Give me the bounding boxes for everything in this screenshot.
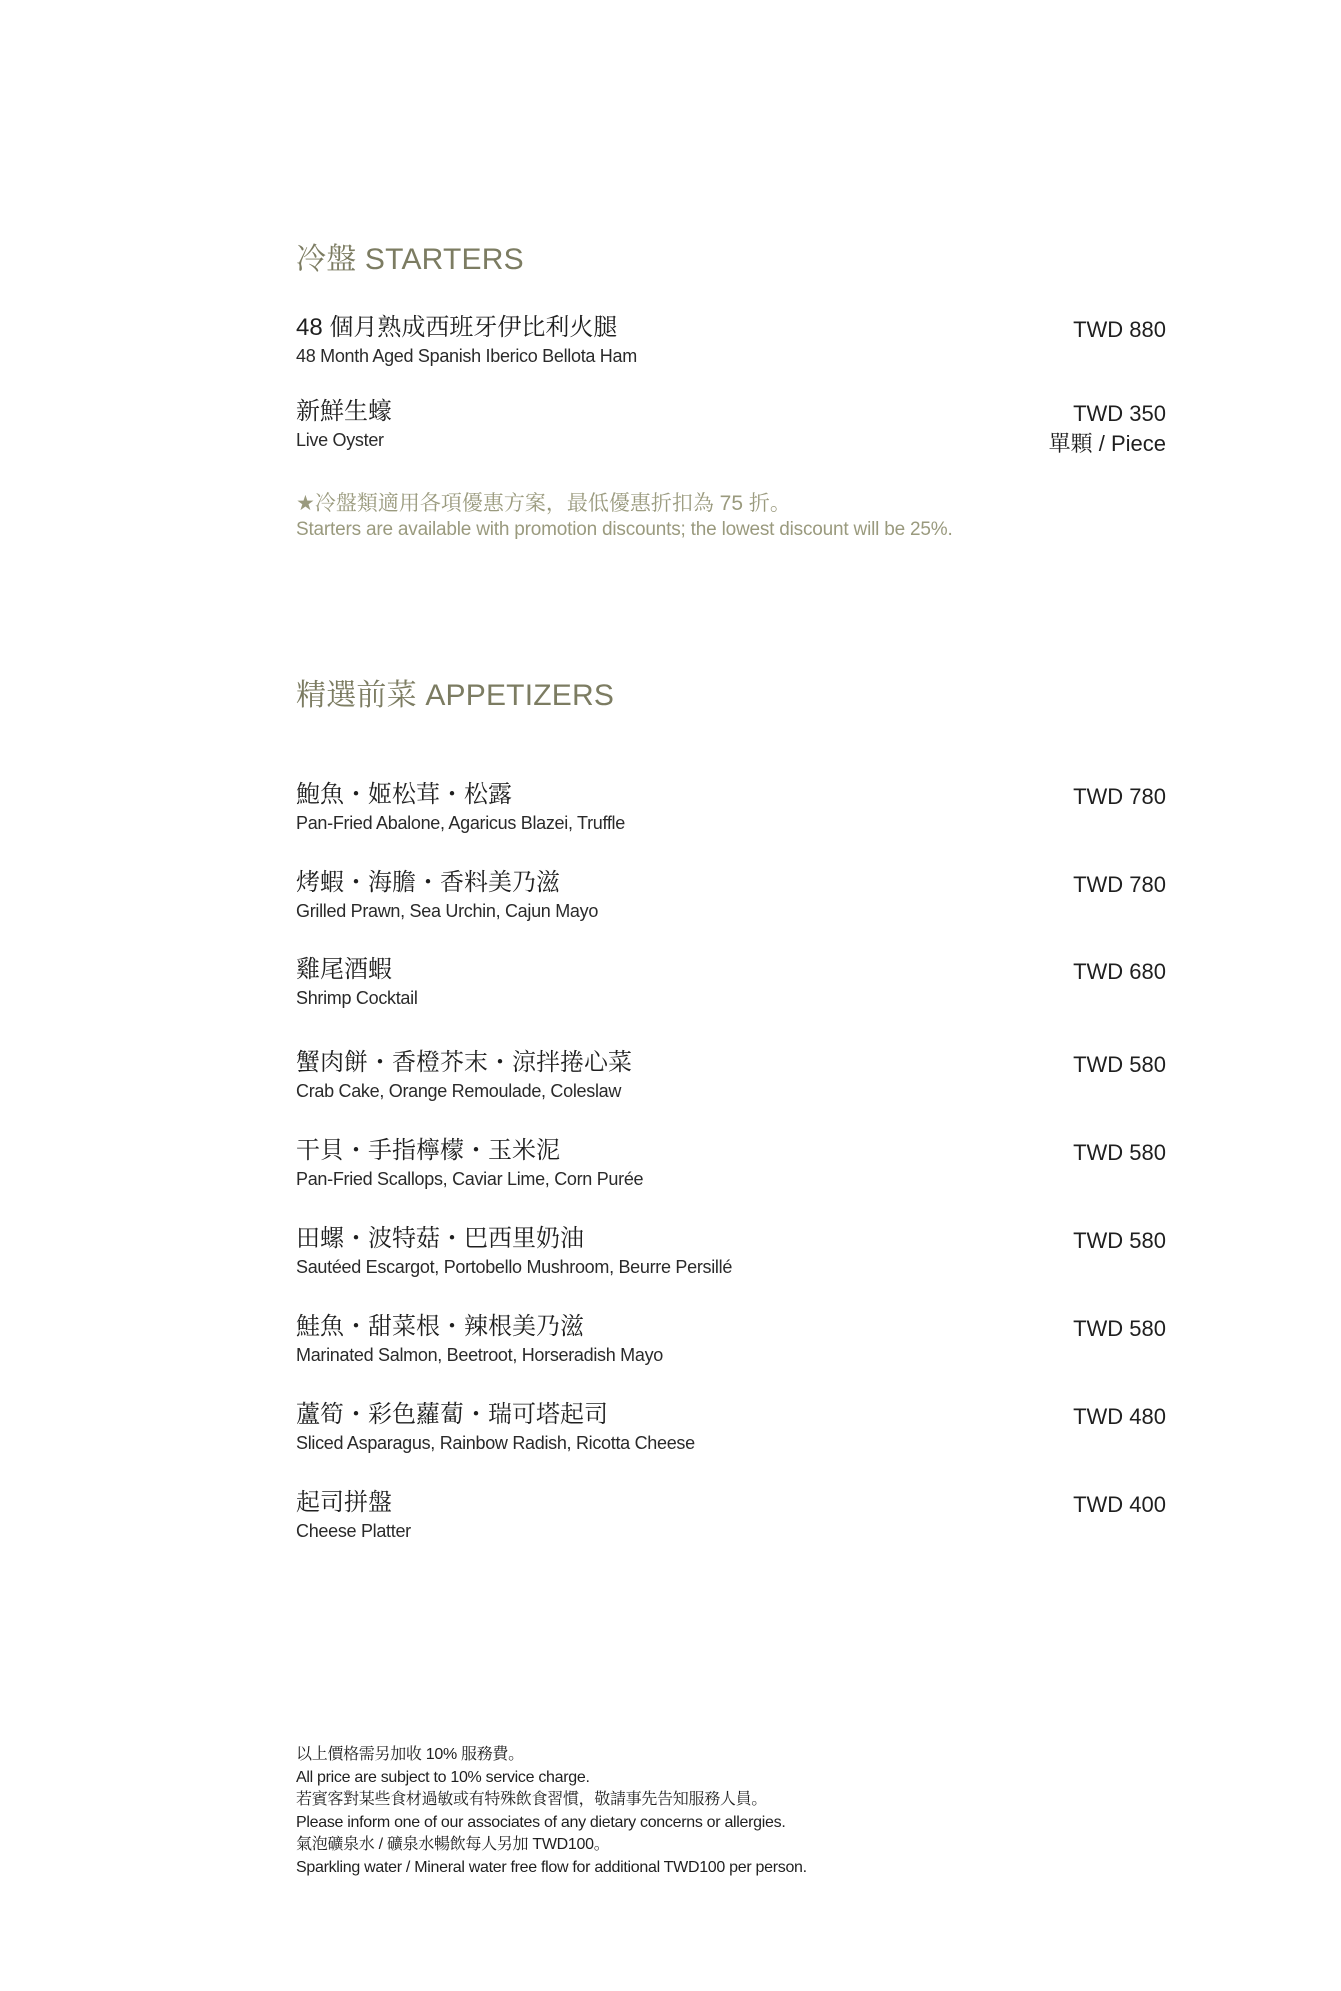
item-price: TWD 580 bbox=[1073, 1316, 1166, 1341]
item-name-zh: 田螺・波特菇・巴西里奶油 bbox=[296, 1225, 584, 1252]
discount-note-zh: ★冷盤類適用各項優惠方案，最低優惠折扣為 75 折。 bbox=[296, 492, 791, 515]
item-name-zh: 鮑魚・姬松茸・松露 bbox=[296, 781, 512, 808]
menu-item-abalone bbox=[296, 780, 1166, 834]
service-charge-zh: 以上價格需另加收 10% 服務費。 bbox=[296, 1746, 524, 1763]
menu-footer-notes bbox=[296, 1744, 807, 1880]
appetizers-title: 精選前菜 APPETIZERS bbox=[296, 679, 615, 712]
item-name-zh: 雞尾酒蝦 bbox=[296, 956, 392, 983]
item-price: TWD 480 bbox=[1073, 1404, 1166, 1429]
item-name-en: Sautéed Escargot, Portobello Mushroom, Beurre Persillé bbox=[296, 1257, 733, 1277]
menu-item-shrimp-cocktail bbox=[296, 955, 1166, 1009]
menu-item-crab-cake bbox=[296, 1048, 1166, 1102]
item-price: TWD 580 bbox=[1073, 1052, 1166, 1077]
item-name-en: 48 Month Aged Spanish Iberico Bellota Ham bbox=[296, 346, 637, 366]
item-name-en: Sliced Asparagus, Rainbow Radish, Ricotta Cheese bbox=[296, 1433, 695, 1453]
item-name-en: Cheese Platter bbox=[296, 1521, 411, 1541]
menu-item-salmon bbox=[296, 1312, 1166, 1366]
menu-item-scallops bbox=[296, 1136, 1166, 1190]
item-price: TWD 350 bbox=[1073, 401, 1166, 426]
item-price: TWD 780 bbox=[1073, 872, 1166, 897]
allergy-notice-zh: 若賓客對某些食材過敏或有特殊飲食習慣，敬請事先告知服務人員。 bbox=[296, 1791, 768, 1809]
item-name-zh: 新鮮生蠔 bbox=[296, 398, 392, 425]
item-name-en: Pan-Fried Scallops, Caviar Lime, Corn Purée bbox=[296, 1169, 644, 1189]
item-name-en: Grilled Prawn, Sea Urchin, Cajun Mayo bbox=[296, 901, 599, 921]
menu-item-live-oyster bbox=[296, 397, 1166, 456]
menu-item-escargot bbox=[296, 1224, 1166, 1278]
water-free-flow-en: Sparkling water / Mineral water free flow for additional TWD100 per person. bbox=[296, 1858, 807, 1876]
item-name-zh: 48 個月熟成西班牙伊比利火腿 bbox=[296, 314, 618, 341]
item-name-en: Shrimp Cocktail bbox=[296, 988, 418, 1008]
item-name-zh: 蟹肉餅・香橙芥末・涼拌捲心菜 bbox=[296, 1049, 632, 1076]
item-name-zh: 烤蝦・海膽・香料美乃滋 bbox=[296, 869, 560, 896]
item-name-en: Marinated Salmon, Beetroot, Horseradish Mayo bbox=[296, 1345, 663, 1365]
discount-note-en: Starters are available with promotion discounts; the lowest discount will be 25%. bbox=[296, 519, 953, 540]
item-name-zh: 鮭魚・甜菜根・辣根美乃滋 bbox=[296, 1313, 584, 1340]
item-name-zh: 蘆筍・彩色蘿蔔・瑞可塔起司 bbox=[296, 1401, 608, 1428]
item-name-en: Crab Cake, Orange Remoulade, Coleslaw bbox=[296, 1081, 622, 1101]
menu-item-grilled-prawn bbox=[296, 868, 1166, 922]
menu-item-cheese-platter bbox=[296, 1488, 1166, 1542]
item-price: TWD 880 bbox=[1073, 317, 1166, 342]
item-name-en: Pan-Fried Abalone, Agaricus Blazei, Truffle bbox=[296, 813, 625, 833]
starters-discount-note bbox=[296, 490, 953, 542]
item-price: TWD 780 bbox=[1073, 784, 1166, 809]
menu-item-iberico-ham bbox=[296, 313, 1166, 367]
allergy-notice-en: Please inform one of our associates of any dietary concerns or allergies. bbox=[296, 1813, 786, 1831]
item-price: TWD 580 bbox=[1073, 1140, 1166, 1165]
item-price: TWD 580 bbox=[1073, 1228, 1166, 1253]
item-name-zh: 起司拼盤 bbox=[296, 1489, 392, 1516]
item-price-unit: 單顆 / Piece bbox=[1048, 431, 1166, 456]
water-free-flow-zh: 氣泡礦泉水 / 礦泉水暢飲每人另加 TWD100。 bbox=[296, 1836, 610, 1854]
item-price: TWD 400 bbox=[1073, 1492, 1166, 1517]
item-name-en: Live Oyster bbox=[296, 430, 384, 450]
item-name-zh: 干貝・手指檸檬・玉米泥 bbox=[296, 1137, 560, 1164]
item-price: TWD 680 bbox=[1073, 959, 1166, 984]
starters-title: 冷盤 STARTERS bbox=[296, 243, 524, 276]
service-charge-en: All price are subject to 10% service charge. bbox=[296, 1768, 590, 1786]
menu-item-asparagus bbox=[296, 1400, 1166, 1454]
